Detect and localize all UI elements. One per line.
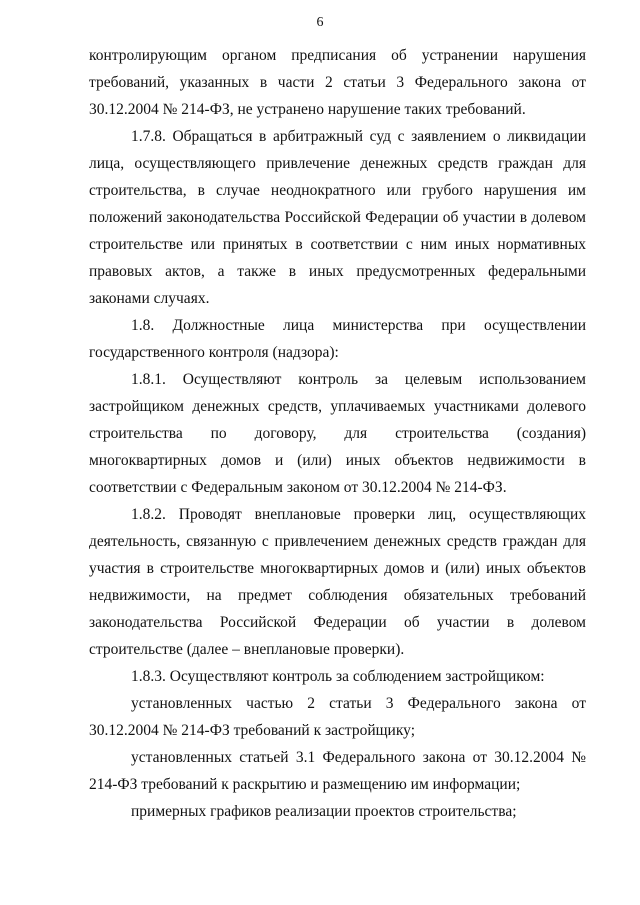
list-item-information-disclosure: установленных статьей 3.1 Федерального закона от 30.12.2004 № 214-ФЗ требований к раскрытию и размещению им информации; (89, 749, 586, 793)
paragraph-continuation: контролирующим органом предписания об устранении нарушения требований, указанных в части 2 статьи 3 Федерального закона от 30.12.2004 № 214-ФЗ, не устранено нарушение таких требований. (89, 47, 586, 118)
paragraph-1-8-3: 1.8.3. Осуществляют контроль за соблюдением застройщиком: (131, 668, 545, 685)
paragraph-1-8-1: 1.8.1. Осуществляют контроль за целевым использованием застройщиком денежных средств, уплачиваемых участниками долевого строительства по договору, для строительства (создания) многоквартирных домов и (или) иных объектов недвижимости в соответствии с Федеральным законом от 30.12.2004 № 214-ФЗ. (89, 371, 586, 496)
document-body (89, 42, 586, 825)
page-number: 6 (316, 15, 324, 30)
paragraph-1-7-8: 1.7.8. Обращаться в арбитражный суд с заявлением о ликвидации лица, осуществляющего привлечение денежных средств граждан для строительства, в случае неоднократного или грубого нарушения им положений законодательства Российской Федерации об участии в долевом строительстве или принятых в соответствии с ним иных нормативных правовых актов, а также в иных предусмотренных федеральными законами случаях. (89, 128, 586, 307)
paragraph-1-8-2: 1.8.2. Проводят внеплановые проверки лиц, осуществляющих деятельность, связанную с привлечением денежных средств граждан для участия в строительстве многоквартирных домов и (или) иных объектов недвижимости, на предмет соблюдения обязательных требований законодательства Российской Федерации об участии в долевом строительстве (далее – внеплановые проверки). (89, 506, 586, 658)
paragraph-1-8: 1.8. Должностные лица министерства при осуществлении государственного контроля (надзора): (89, 317, 586, 361)
list-item-developer-requirements: установленных частью 2 статьи 3 Федерального закона от 30.12.2004 № 214-ФЗ требований к застройщику; (89, 695, 586, 739)
list-item-construction-schedules: примерных графиков реализации проектов строительства; (131, 803, 517, 820)
